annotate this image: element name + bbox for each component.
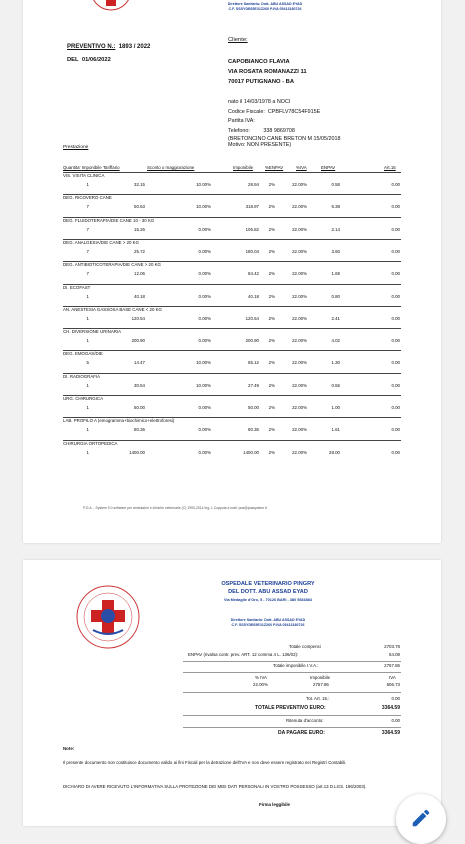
table-row-name: LAB. PROFILO A (emogramma+biochimico+elettroforesi): [63, 418, 175, 424]
privacy-text: DICHIARO DI AVERE RICEVUTO L'INFORMATIVA SULLA PROTEZIONE DEI MIEI DATI PERSONALI IN VOSTRO POSSESSO (art.13 D.LGS. 196/2003).: [63, 784, 367, 789]
table-cell-enpav: 1.30: [331, 360, 340, 366]
table-cell-qty: 1: [86, 182, 89, 187]
imponibile-iva-label: Totale imponibile I.V.A.:: [273, 663, 319, 668]
enpav-value: 54.08: [389, 652, 400, 657]
table-cell-penpav: 2%: [268, 382, 275, 388]
table-row-name: URG. CHIRURGICA: [63, 396, 104, 401]
table-cell-price: 80.36: [134, 427, 145, 433]
table-cell-penpav: 2%: [268, 405, 275, 410]
table-cell-art: 0.00: [391, 427, 400, 433]
col-sconto: Sconto o maggiorazione: [147, 165, 195, 170]
table-cell-art: 0.00: [391, 449, 400, 455]
da-pagare-value: 3364.59: [381, 730, 400, 736]
divider: [183, 727, 401, 728]
table-cell-price: 32.15: [134, 182, 145, 187]
table-cell-piva: 22.00%: [292, 382, 307, 388]
divider: [183, 715, 401, 716]
table-cell-penpav: 2%: [268, 360, 275, 366]
table-cell-sconto: 0.00%: [198, 293, 211, 299]
divider: [183, 672, 401, 673]
table-cell-penpav: 2%: [268, 204, 275, 210]
imponibile-iva-value: 2757.86: [384, 663, 400, 668]
table-cell-sconto: 0.00%: [198, 427, 211, 433]
table-cell-sconto: 0.00%: [198, 405, 211, 410]
table-cell-piva: 22.00%: [292, 271, 307, 277]
table-cell-imp: 80.36: [248, 427, 259, 433]
col-imponibile: Imponibile: [233, 165, 254, 170]
iva-row-value: 606.73: [386, 682, 400, 687]
table-row-name: CHIRURGIA ORTOPEDICA: [63, 440, 118, 446]
table-cell-art: 0.00: [391, 271, 400, 277]
table-cell-sconto: 10.00%: [196, 204, 211, 210]
table-cell-sconto: 10.00%: [196, 382, 211, 388]
table-row-name: DEG. FLUIDOTERAPIA/DIE CANE 10 - 30 KG: [63, 217, 155, 223]
table-row-name: DEG. ANTIBIOTICOTERAPIA/DIE CANE > 20 KG: [63, 262, 161, 268]
table-cell-sconto: 0.00%: [198, 248, 211, 254]
table-cell-enpav: 0.80: [331, 293, 340, 299]
col-enpav: ENPAV: [321, 165, 336, 170]
table-cell-piva: 22.00%: [292, 315, 307, 321]
col-pct-enpav: %ENPAV: [265, 165, 284, 170]
table-row-name: CH. DIVERSIONE URINARIA: [63, 329, 122, 335]
table-cell-piva: 22.00%: [292, 427, 307, 433]
table-cell-qty: 7: [86, 271, 89, 277]
hospital-director: Direttore Sanitario: Dott. ABU ASSAD EYAD C.F. SSSYDE65E31Z260 P.IVA 05413180726: [230, 618, 306, 627]
table-row-name: DI. RADIOGRAFIA: [63, 373, 101, 379]
row-divider: [63, 194, 401, 195]
table-cell-qty: 1: [86, 315, 89, 321]
table-cell-qty: 1: [86, 382, 89, 388]
table-cell-penpav: 2%: [268, 449, 275, 455]
table-cell-enpav: 2.14: [331, 226, 340, 232]
table-cell-imp: 180.04: [245, 248, 259, 254]
table-cell-imp: 1400.00: [243, 449, 259, 455]
row-divider: [63, 350, 401, 351]
table-cell-piva: 22.00%: [292, 182, 307, 187]
table-cell-penpav: 2%: [268, 427, 275, 433]
table-cell-price: 25.72: [134, 248, 145, 254]
client-block: CAPOBIANCO FLAVIA VIA ROSATA ROMANAZZI 11 70017 PUTIGNANO - BA: [228, 59, 307, 85]
cliente-heading: Cliente:: [228, 37, 248, 43]
table-cell-penpav: 2%: [268, 182, 275, 187]
totale-preventivo-value: 3364.59: [381, 705, 400, 711]
table-cell-imp: 50.00: [248, 405, 259, 410]
table-cell-piva: 22.00%: [292, 338, 307, 344]
divider: [183, 692, 401, 693]
table-cell-penpav: 2%: [268, 271, 275, 277]
table-cell-art: 0.00: [391, 293, 400, 299]
table-cell-price: 14.47: [134, 360, 145, 366]
table-row-name: VIS. VISITA CLINICA: [63, 173, 105, 178]
table-cell-penpav: 2%: [268, 226, 275, 232]
row-divider: [63, 395, 401, 396]
table-cell-enpav: 0.55: [331, 382, 340, 388]
iva-row-imp: 2757.86: [313, 682, 329, 687]
table-cell-art: 0.00: [391, 248, 400, 254]
table-cell-sconto: 10.00%: [196, 360, 211, 366]
software-footer: P.O.A. - System 9.0 software per ambulatori e cliniche veterinarie (C) 1993-2014 Ing. L.Coppola e-mail: poa@poasystem.it: [83, 506, 267, 510]
row-divider: [63, 373, 401, 374]
table-cell-piva: 22.00%: [292, 449, 307, 455]
table-cell-enpav: 3.60: [331, 248, 340, 254]
table-cell-qty: 5: [86, 360, 89, 366]
iva2-col-label: IVA: [389, 675, 396, 680]
table-cell-enpav: 1.00: [331, 405, 340, 410]
table-cell-imp: 28.94: [248, 182, 259, 187]
table-cell-piva: 22.00%: [292, 204, 307, 210]
table-cell-enpav: 28.00: [329, 449, 340, 455]
table-row-name: DI. ECOFAST: [63, 284, 91, 290]
table-cell-imp: 318.97: [245, 204, 259, 210]
table-cell-piva: 22.00%: [292, 405, 307, 410]
table-cell-sconto: 0.00%: [198, 226, 211, 232]
table-cell-piva: 22.00%: [292, 248, 307, 254]
divider: [183, 661, 401, 662]
table-cell-penpav: 2%: [268, 315, 275, 321]
table-cell-enpav: 1.69: [331, 271, 340, 277]
table-cell-piva: 22.00%: [292, 360, 307, 366]
document-page-1: [23, 0, 441, 543]
table-cell-qty: 7: [86, 248, 89, 254]
table-cell-imp: 106.82: [245, 226, 259, 232]
table-cell-art: 0.00: [391, 204, 400, 210]
table-cell-sconto: 0.00%: [198, 449, 211, 455]
table-cell-enpav: 6.38: [331, 204, 340, 210]
hospital-address: Via Medaglie d'Oro, 5 - 70126 BARI - 380 5533884: [224, 598, 312, 602]
table-cell-imp: 120.54: [245, 315, 259, 321]
table-cell-enpav: 1.61: [331, 427, 340, 433]
totale-compensi-value: 2703.78: [384, 644, 400, 649]
table-cell-price: 40.18: [134, 293, 145, 299]
table-row-name: AN. ANESTESIA GASSOSA BASE CANE < 20 KG: [63, 306, 162, 312]
table-cell-art: 0.00: [391, 315, 400, 321]
iva-col-label: % IVA: [255, 675, 267, 680]
table-cell-penpav: 2%: [268, 338, 275, 344]
totale-preventivo-label: TOTALE PREVENTIVO EURO:: [255, 705, 326, 711]
table-cell-price: 50.00: [134, 405, 145, 410]
mini-header: Direttore Sanitario: Dott. ABU ASSAD EYAD C.F. SSSYDE65E31Z260 P.IVA 05413180726: [227, 2, 303, 11]
table-cell-sconto: 0.00%: [198, 338, 211, 344]
table-cell-imp: 40.18: [248, 293, 259, 299]
table-cell-price: 200.90: [131, 338, 145, 344]
table-cell-qty: 7: [86, 226, 89, 232]
ritenuta-label: Ritenuta d'acconto:: [286, 718, 324, 723]
table-cell-sconto: 0.00%: [198, 315, 211, 321]
table-cell-price: 1400.00: [129, 449, 145, 455]
document-page-2: [23, 560, 441, 826]
table-cell-enpav: 2.41: [331, 315, 340, 321]
client-info: nato il 14/03/1978 a NOCI Codice Fiscale: CPBFLV78C54F915E Partita IVA: Telefono: 338 9869708 (BRETONCINO CANE BRETON M 15/05/2018 Motivo: NON PRESENTE): [228, 99, 341, 148]
edit-button[interactable]: [396, 794, 446, 844]
table-row-name: DEG. EMOGAS/DIE: [63, 351, 103, 357]
row-divider: [63, 172, 401, 173]
table-cell-qty: 1: [86, 449, 89, 455]
table-cell-imp: 65.12: [248, 360, 259, 366]
table-cell-imp: 200.90: [245, 338, 259, 344]
table-cell-art: 0.00: [391, 226, 400, 232]
table-cell-price: 120.54: [131, 315, 145, 321]
table-cell-qty: 7: [86, 204, 89, 210]
tot-art-value: 0.00: [391, 696, 400, 701]
hospital-name: OSPEDALE VETERINARIO PINGRY DEL DOTT. ABU ASSAD EYAD: [221, 581, 315, 595]
table-cell-enpav: 4.02: [331, 338, 340, 344]
preventivo-date: DEL 01/06/2022: [67, 57, 111, 63]
enpav-label: ENPAV (rivalsa contr. prev. ART. 12 comma 4 L. 136/02):: [188, 652, 299, 657]
table-cell-qty: 1: [86, 338, 89, 344]
table-cell-penpav: 2%: [268, 248, 275, 254]
table-row-name: DEG. ANALGESIA/DIE CANE > 20 KG: [63, 239, 140, 245]
table-cell-imp: 27.49: [248, 382, 259, 388]
table-cell-imp: 84.42: [248, 271, 259, 277]
col-pct-iva: %IVA: [296, 165, 307, 170]
signature-label: Firma leggibile: [259, 802, 290, 807]
table-cell-sconto: 10.00%: [196, 182, 211, 187]
note-text: Il presente documento non costituisce documento valido ai fini Fiscali per la detrazione dell'IVA e non deve essere registrato nei Registri Contabili.: [63, 760, 347, 765]
table-cell-price: 30.54: [134, 382, 145, 388]
table-cell-penpav: 2%: [268, 293, 275, 299]
ritenuta-value: 0.00: [391, 718, 400, 723]
table-cell-piva: 22.00%: [292, 226, 307, 232]
tot-art-label: Tot. Art. 15.:: [306, 696, 330, 701]
table-cell-qty: 1: [86, 293, 89, 299]
imponibile-col-label: Imponibile: [310, 675, 331, 680]
col-art15: Art.15: [384, 165, 396, 170]
table-cell-art: 0.00: [391, 405, 400, 410]
table-cell-price: 15.26: [134, 226, 145, 232]
table-cell-price: 50.63: [134, 204, 145, 210]
table-cell-qty: 1: [86, 427, 89, 433]
hospital-logo: [73, 582, 143, 652]
table-cell-art: 0.00: [391, 338, 400, 344]
note-label: Note:: [63, 746, 75, 751]
table-cell-qty: 1: [86, 405, 89, 410]
totale-compensi-label: Totale compensi: [289, 644, 321, 649]
table-cell-piva: 22.00%: [292, 293, 307, 299]
table-row-name: DEG. RICOVERO CANE: [63, 195, 112, 201]
prestazione-heading: Prestazione: [63, 145, 89, 150]
col-qty: Quantita' Imponibile Tariffario: [63, 165, 120, 170]
preventivo-number: PREVENTIVO N.: 1893 / 2022: [67, 44, 151, 50]
row-divider: [63, 284, 401, 285]
iva-row-pct: 22.00%: [253, 682, 268, 687]
table-cell-enpav: 0.58: [331, 182, 340, 187]
table-cell-sconto: 0.00%: [198, 271, 211, 277]
da-pagare-label: DA PAGARE EURO:: [278, 730, 325, 736]
table-cell-art: 0.00: [391, 382, 400, 388]
table-cell-art: 0.00: [391, 360, 400, 366]
table-cell-art: 0.00: [391, 182, 400, 187]
table-cell-price: 12.06: [134, 271, 145, 277]
hospital-logo: [83, 0, 139, 26]
